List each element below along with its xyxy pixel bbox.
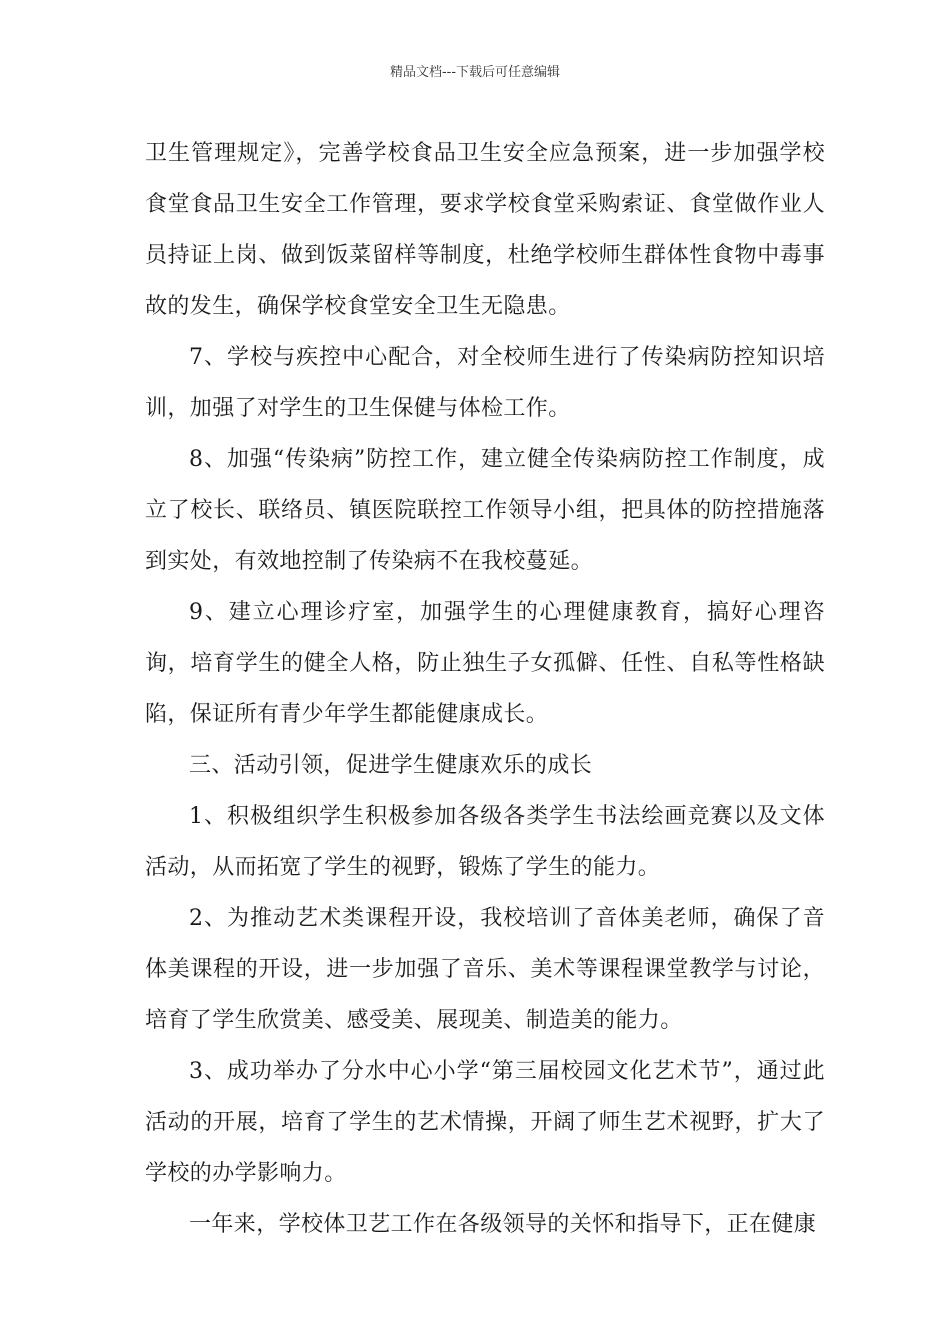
paragraph-item-2: 2、为推动艺术类课程开设，我校培训了音体美老师，确保了音体美课程的开设，进一步加强了音乐、美术等课程课堂教学与讨论，培育了学生欣赏美、感受美、展现美、制造美的能力。 (145, 906, 825, 1033)
paragraph-item-7: 7、学校与疾控中心配合，对全校师生进行了传染病防控知识培训，加强了对学生的卫生保健与体检工作。 (145, 345, 825, 421)
paragraph-item-8: 8、加强“传染病”防控工作，建立健全传染病防控工作制度，成立了校长、联络员、镇医院联控工作领导小组，把具体的防控措施落到实处，有效地控制了传染病不在我校蔓延。 (145, 447, 825, 574)
paragraph-continuation: 卫生管理规定》，完善学校食品卫生安全应急预案，进一步加强学校食堂食品卫生安全工作管理，要求学校食堂采购索证、食堂做作业人员持证上岗、做到饭菜留样等制度，杜绝学校师生群体性食物中毒事故的发生，确保学校食堂安全卫生无隐患。 (145, 141, 825, 319)
paragraph-item-1: 1、积极组织学生积极参加各级各类学生书法绘画竞赛以及文体活动，从而拓宽了学生的视野，锻炼了学生的能力。 (145, 804, 825, 880)
section-heading-three: 三、活动引领，促进学生健康欢乐的成长 (189, 753, 593, 778)
paragraph-item-3: 3、成功举办了分水中心小学“第三届校园文化艺术节”，通过此活动的开展，培育了学生的艺术情操，开阔了师生艺术视野，扩大了学校的办学影响力。 (145, 1059, 825, 1186)
document-body (145, 128, 825, 1250)
page-header: 精品文档---下载后可任意编辑 (389, 65, 561, 80)
paragraph-summary: 一年来，学校体卫艺工作在各级领导的关怀和指导下，正在健康 (189, 1212, 817, 1237)
paragraph-item-9: 9、建立心理诊疗室，加强学生的心理健康教育，搞好心理咨询，培育学生的健全人格，防止独生子女孤僻、任性、自私等性格缺陷，保证所有青少年学生都能健康成长。 (145, 600, 825, 727)
